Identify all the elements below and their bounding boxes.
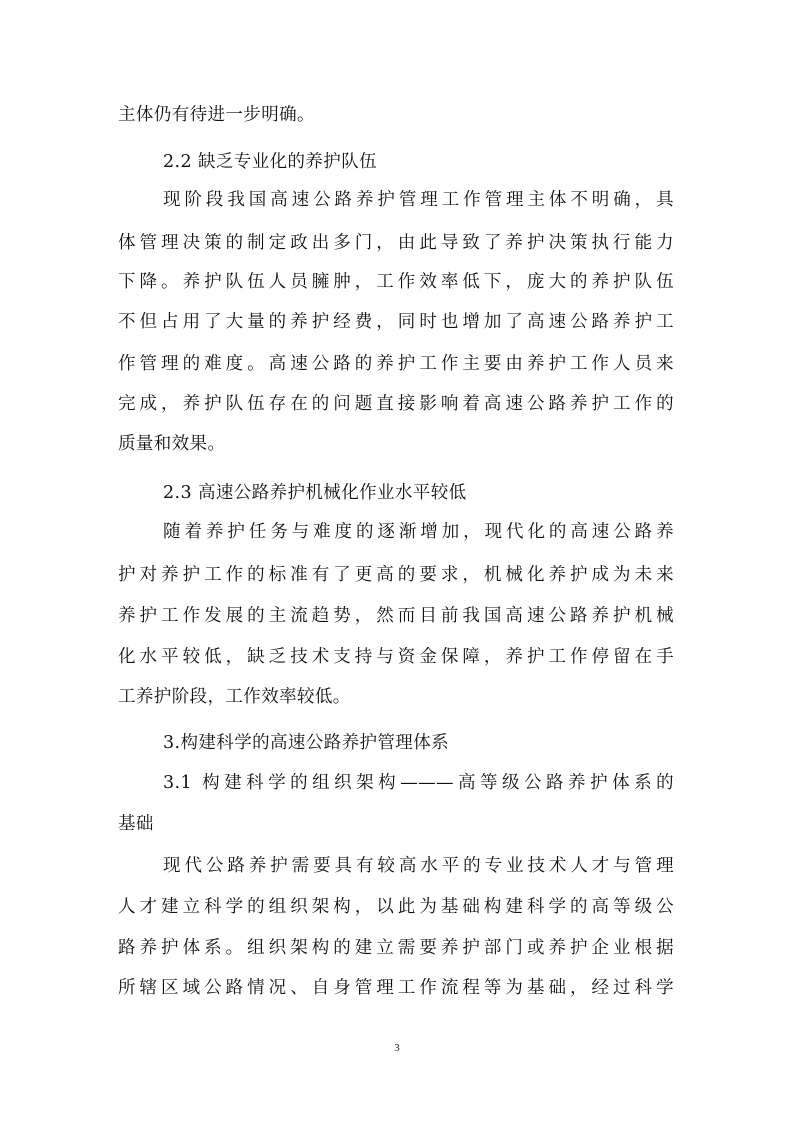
text-line: 下降。养护队伍人员臃肿，工作效率低下，庞大的养护队伍 — [118, 272, 674, 292]
text-line: 化水平较低，缺乏技术支持与资金保障，养护工作停留在手 — [118, 647, 674, 667]
section-heading-2-2: 2.2 缺乏专业化的养护队伍 — [163, 152, 377, 172]
section-heading-3-1-continued: 基础 — [118, 814, 154, 834]
text-line: 工养护阶段，工作效率较低。 — [118, 687, 351, 707]
text-line: 完成，养护队伍存在的问题直接影响着高速公路养护工作的 — [118, 394, 674, 414]
text-line: 护对养护工作的标准有了更高的要求，机械化养护成为未来 — [118, 565, 674, 585]
section-heading-3: 3.构建科学的高速公路养护管理体系 — [163, 733, 449, 753]
text-line: 作管理的难度。高速公路的养护工作主要由养护工作人员来 — [118, 354, 674, 374]
text-line: 养护工作发展的主流趋势，然而目前我国高速公路养护机械 — [118, 606, 674, 626]
text-line: 质量和效果。 — [118, 434, 226, 454]
text-line: 路养护体系。组织架构的建立需要养护部门或养护企业根据 — [118, 938, 674, 958]
text-line: 人才建立科学的组织架构，以此为基础构建科学的高等级公 — [118, 897, 674, 917]
text-line: 体管理决策的制定政出多门，由此导致了养护决策执行能力 — [118, 233, 674, 253]
section-heading-2-3: 2.3 高速公路养护机械化作业水平较低 — [163, 483, 467, 503]
text-line: 随着养护任务与难度的逐渐增加，现代化的高速公路养 — [163, 522, 674, 542]
text-line: 主体仍有待进一步明确。 — [118, 105, 315, 125]
text-line: 现代公路养护需要具有较高水平的专业技术人才与管理 — [163, 856, 674, 876]
text-line: 现阶段我国高速公路养护管理工作管理主体不明确，具 — [163, 190, 674, 210]
section-heading-3-1: 3.1 构建科学的组织架构———高等级公路养护体系的 — [163, 773, 674, 793]
text-line: 不但占用了大量的养护经费，同时也增加了高速公路养护工 — [118, 312, 674, 332]
page-number: 3 — [394, 1042, 400, 1054]
text-line: 所辖区域公路情况、自身管理工作流程等为基础，经过科学 — [118, 978, 674, 998]
